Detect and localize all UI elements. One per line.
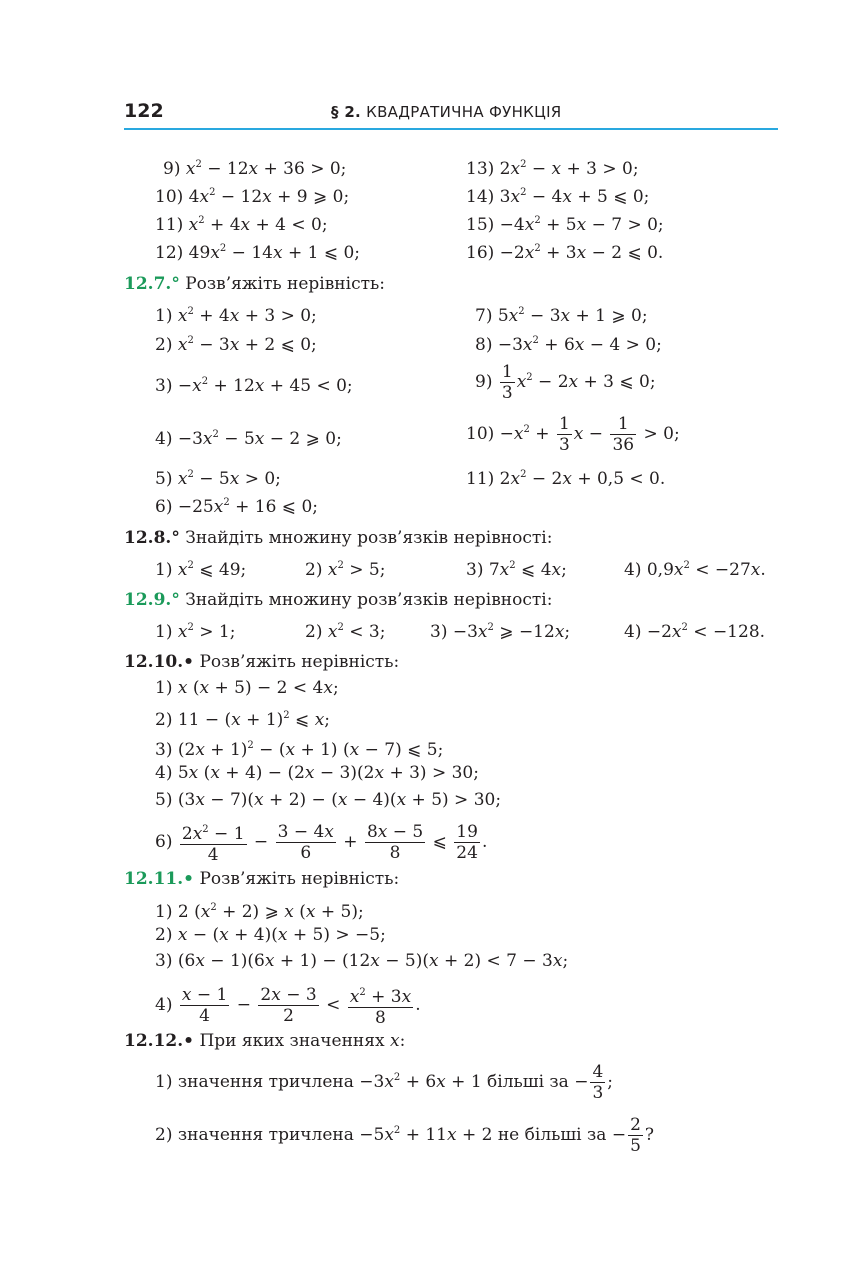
ineq-7-11: 11) $2x^2 - 2x + 0,5 < 0$. [466,469,666,489]
ineq-11: 11) $x^2 + 4x + 4 < 0$; [155,215,328,235]
task-12-8-heading [124,528,552,548]
ineq-11-4: 4) $\frac{x - 1}{4}$ − $\frac{2x - 3}{2}$ < $\frac{x^2 + 3x}{8}$ . [155,985,421,1028]
task-number: 12.11. [124,869,184,889]
ineq-10-2: 2) $11 - (x + 1)^2$ ⩽ x; [155,710,331,730]
ineq-10-5: 5) (3x − 7)(x + 2) − (x − 4)(x + 5) > 30; [155,790,502,810]
ineq-10-1: 1) x (x + 5) − 2 < 4x; [155,678,339,698]
task-number: 12.12. [124,1031,184,1051]
difficulty-mark: • [183,652,195,672]
ineq-8-1: 1) $x^2$ ⩽ 49; [155,560,247,580]
ineq-7-4: $4) -3x^2 - 5x - 2$ ⩾ 0; [155,429,342,449]
ineq-10-3: 3) $(2x + 1)^2 - (x + 1)$ (x − 7) ⩽ 5; [155,740,444,760]
ineq-12-2: 2) значення тричлена $-5x^2 + 11x + 2$ не більші за − $\frac{2}{5}$ ? [155,1115,655,1156]
ineq-7-9: 9) $\frac{1}{3}$ $x^2 - 2x + 3$ ⩽ 0; [475,362,656,403]
difficulty-mark: • [183,1031,195,1051]
ineq-9-3: $3) -3x^2$ ⩾ −12x; [430,622,571,642]
ineq-7-8: $8) -3x^2 + 6x - 4 > 0$; [475,335,662,355]
ineq-7-6: $6) -25x^2 + 16$ ⩽ 0; [155,497,318,517]
task-12-11-heading [124,869,399,889]
ineq-8-3: 3) $7x^2$ ⩽ 4x; [466,560,567,580]
task-title: При яких значеннях [199,1031,385,1051]
difficulty-mark: ° [171,274,180,294]
ineq-7-5: 5) $x^2 - 5x > 0$; [155,469,281,489]
task-title: Розв’яжіть нерівність: [185,274,385,294]
ineq-9-1: 1) $x^2 > 1$; [155,622,236,642]
ineq-15: $15) -4x^2 + 5x - 7 > 0$; [466,215,664,235]
ineq-8-4: 4) $0,9x^2 < -27x$. [624,560,766,580]
task-number: 12.9. [124,590,172,610]
header-rule [124,128,778,130]
ineq-7-2: 2) $x^2 - 3x + 2$ ⩽ 0; [155,335,317,355]
task-title: Знайдіть множину розв’язків нерівності: [185,528,553,548]
task-12-9-heading [124,590,552,610]
difficulty-mark: • [183,869,195,889]
ineq-7-7: 7) $5x^2 - 3x + 1$ ⩾ 0; [475,306,648,326]
ineq-8-2: 2) $x^2 > 5$; [305,560,386,580]
difficulty-mark: ° [171,528,180,548]
task-12-10-heading [124,652,399,672]
ineq-9-2: 2) $x^2 < 3$; [305,622,386,642]
ineq-10-4: 4) 5x (x + 4) − (2x − 3)(2x + 3) > 30; [155,763,479,783]
ineq-14: 14) $3x^2 - 4x + 5$ ⩽ 0; [466,187,650,207]
task-number: 12.8. [124,528,172,548]
ineq-7-10: $10) -x^2$ + $\frac{1}{3}$ x − $\frac{1}{36}$ > 0; [466,414,680,455]
ineq-7-3: $3) -x^2 + 12x + 45 < 0$; [155,376,353,396]
task-12-12-heading: 12.12.• При яких значеннях x: [124,1031,406,1051]
ineq-7-1: 1) $x^2 + 4x + 3 > 0$; [155,306,317,326]
section-header [331,103,562,121]
ineq-10: 10) $4x^2 - 12x + 9$ ⩾ 0; [155,187,350,207]
task-number: 12.10. [124,652,184,672]
ineq-9: 9) $x^2 - 12x + 36 > 0$; [163,159,347,179]
page-number: 122 [124,100,164,122]
ineq-10-6: 6) $\frac{2x^2 - 1}{4}$ − $\frac{3 - 4x}{6}$ + $\frac{8x - 5}{8}$ ⩽ $\frac{19}{24}$ . [155,822,488,865]
ineq-12-1: 1) значення тричлена $-3x^2 + 6x + 1$ більші за − $\frac{4}{3}$ ; [155,1062,614,1103]
ineq-12: 12) $49x^2 - 14x + 1$ ⩽ 0; [155,243,361,263]
ineq-13: 13) $2x^2 - x + 3 > 0$; [466,159,639,179]
ineq-11-2: 2) x − (x + 4)(x + 5) > −5; [155,925,386,945]
section-mark: § 2. [331,103,362,121]
ineq-11-1: 1) 2 $(x^2 + 2)$ ⩾ x (x + 5); [155,902,364,922]
ineq-9-4: $4) -2x^2 < -128$. [624,622,766,642]
task-title: Знайдіть множину розв’язків нерівності: [185,590,553,610]
task-title: Розв’яжіть нерівність: [199,869,400,889]
ineq-16: $16) -2x^2 + 3x - 2$ ⩽ 0. [466,243,664,263]
section-title: КВАДРАТИЧНА ФУНКЦІЯ [366,103,562,121]
task-title: Розв’яжіть нерівність: [199,652,400,672]
ineq-11-3: 3) (6x − 1)(6x + 1) − (12x − 5)(x + 2) < 7 − 3x; [155,951,569,971]
task-number: 12.7. [124,274,172,294]
task-12-7-heading [124,274,385,294]
difficulty-mark: ° [171,590,180,610]
